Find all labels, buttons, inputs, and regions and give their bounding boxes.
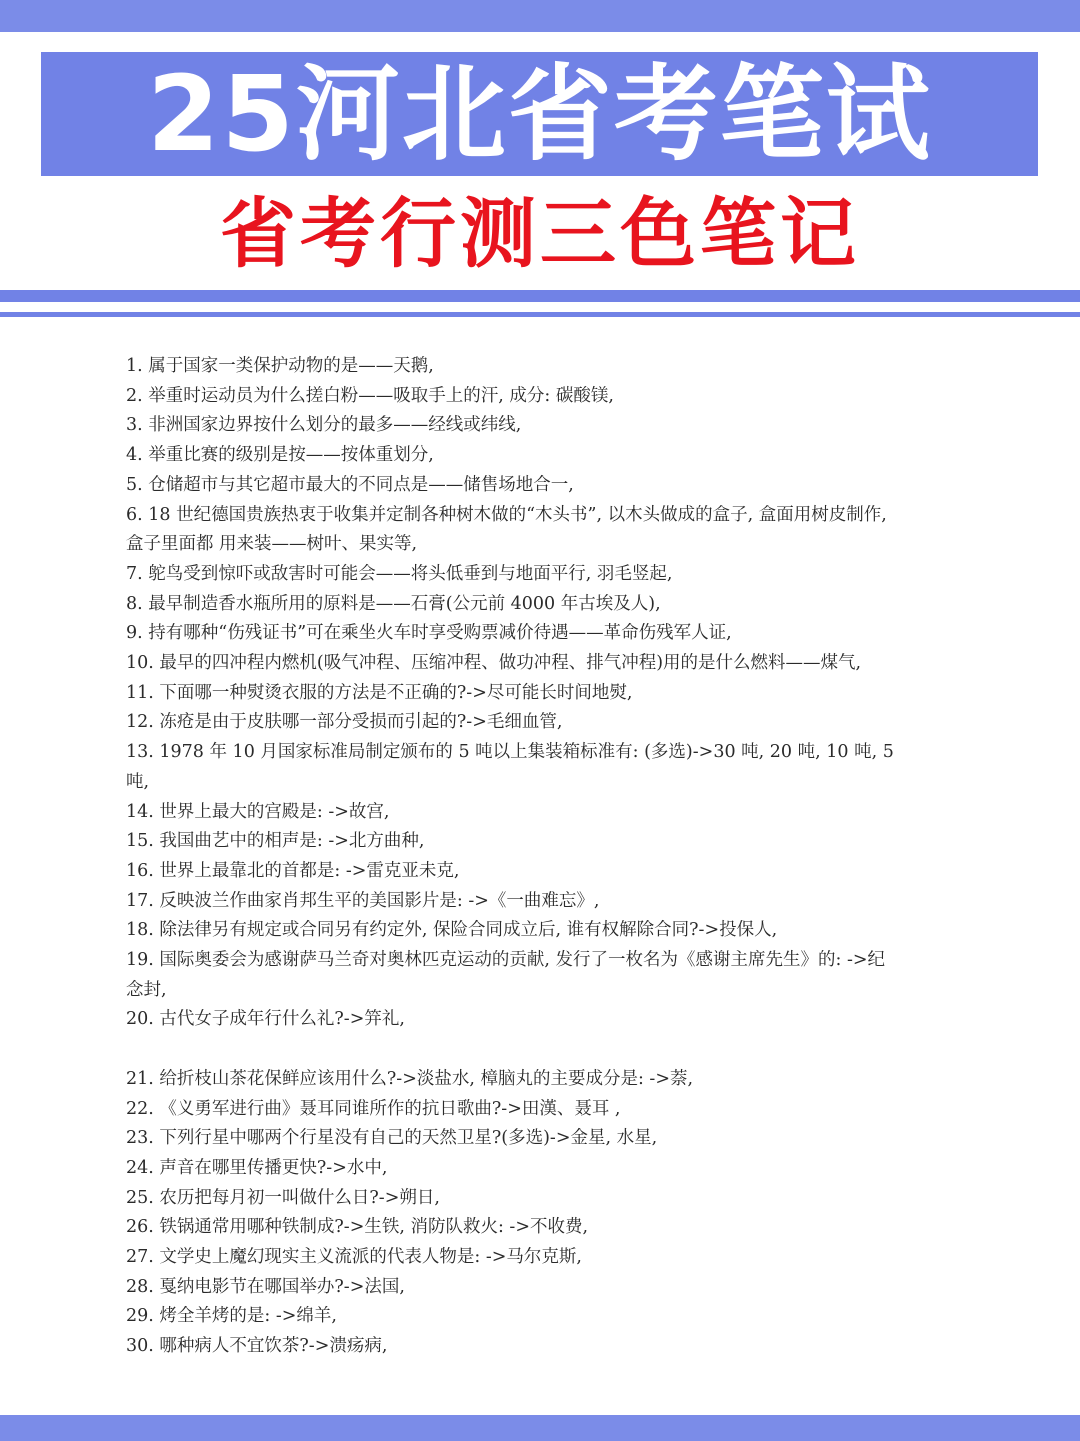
section-gap (126, 1035, 901, 1065)
note-item: 28. 戛纳电影节在哪国举办?->法国, (126, 1276, 405, 1297)
top-color-band (0, 0, 1080, 32)
note-item: 22. 《义勇军进行曲》聂耳同谁所作的抗日歌曲?->田漢、聂耳 , (126, 1098, 621, 1119)
note-item: 21. 给折枝山茶花保鲜应该用什么?->淡盐水, 樟脑丸的主要成分是: ->萘, (126, 1068, 694, 1089)
note-item: 12. 冻疮是由于皮肤哪一部分受损而引起的?->毛细血管, (126, 712, 563, 733)
note-item: 8. 最早制造香水瓶所用的原料是——石膏(公元前 4000 年古埃及人), (126, 593, 661, 614)
note-item: 18. 除法律另有规定或合同另有约定外, 保险合同成立后, 谁有权解除合同?->投保人, (126, 920, 778, 941)
note-item: 14. 世界上最大的宫殿是: ->故宫, (126, 801, 390, 822)
note-item: 20. 古代女子成年行什么礼?->笄礼, (126, 1009, 405, 1030)
note-item: 16. 世界上最靠北的首都是: ->雷克亚未克, (126, 860, 460, 881)
note-item: 30. 哪种病人不宜饮茶?->溃疡病, (126, 1336, 388, 1357)
note-item: 25. 农历把每月初一叫做什么日?->朔日, (126, 1187, 440, 1208)
note-item: 29. 烤全羊烤的是: ->绵羊, (126, 1306, 337, 1327)
note-item: 9. 持有哪种“伤残证书”可在乘坐火车时享受购票减价待遇——革命伤残军人证, (126, 623, 732, 644)
note-item: 13. 1978 年 10 月国家标准局制定颁布的 5 吨以上集装箱标准有: (多选)->30 吨, 20 吨, 10 吨, 5 吨, (126, 742, 894, 792)
bottom-color-band (0, 1415, 1080, 1441)
note-item: 4. 举重比赛的级别是按——按体重划分, (126, 445, 434, 466)
note-item: 3. 非洲国家边界按什么划分的最多——经线或纬线, (126, 415, 522, 436)
note-item: 27. 文学史上魔幻现实主义流派的代表人物是: ->马尔克斯, (126, 1247, 582, 1268)
note-item: 26. 铁锅通常用哪种铁制成?->生铁, 消防队救火: ->不收费, (126, 1217, 589, 1238)
note-item: 19. 国际奥委会为感谢萨马兰奇对奥林匹克运动的贡献, 发行了一枚名为《感谢主席先生》的: ->纪念封, (126, 950, 886, 1000)
divider-thick (0, 290, 1080, 302)
note-item: 7. 鸵鸟受到惊吓或敌害时可能会——将头低垂到与地面平行, 羽毛竖起, (126, 563, 673, 584)
note-item: 24. 声音在哪里传播更快?->水中, (126, 1157, 388, 1178)
page-title: 25河北省考笔试 (147, 53, 932, 175)
note-item: 17. 反映波兰作曲家肖邦生平的美国影片是: ->《一曲难忘》, (126, 890, 600, 911)
note-item: 6. 18 世纪德国贵族热衷于收集并定制各种树木做的“木头书”, 以木头做成的盒子, 盒面用树皮制作, 盒子里面都 用来装——树叶、果实等, (126, 504, 887, 555)
note-item: 11. 下面哪一种熨烫衣服的方法是不正确的?->尽可能长时间地熨, (126, 682, 633, 703)
note-item: 5. 仓储超市与其它超市最大的不同点是——储售场地合一, (126, 474, 574, 495)
note-item: 23. 下列行星中哪两个行星没有自己的天然卫星?(多选)->金星, 水星, (126, 1128, 658, 1149)
note-item: 2. 举重时运动员为什么搓白粉——吸取手上的汗, 成分: 碳酸镁, (126, 385, 614, 406)
note-item: 10. 最早的四冲程内燃机(吸气冲程、压缩冲程、做功冲程、排气冲程)用的是什么燃料——煤气, (126, 653, 862, 674)
note-item: 15. 我国曲艺中的相声是: ->北方曲种, (126, 831, 425, 852)
note-item: 1. 属于国家一类保护动物的是——天鹅, (126, 356, 434, 376)
notes-list (126, 352, 901, 1362)
page-subtitle: 省考行测三色笔记 (220, 189, 860, 278)
title-banner (41, 52, 1038, 176)
divider-thin (0, 312, 1080, 317)
